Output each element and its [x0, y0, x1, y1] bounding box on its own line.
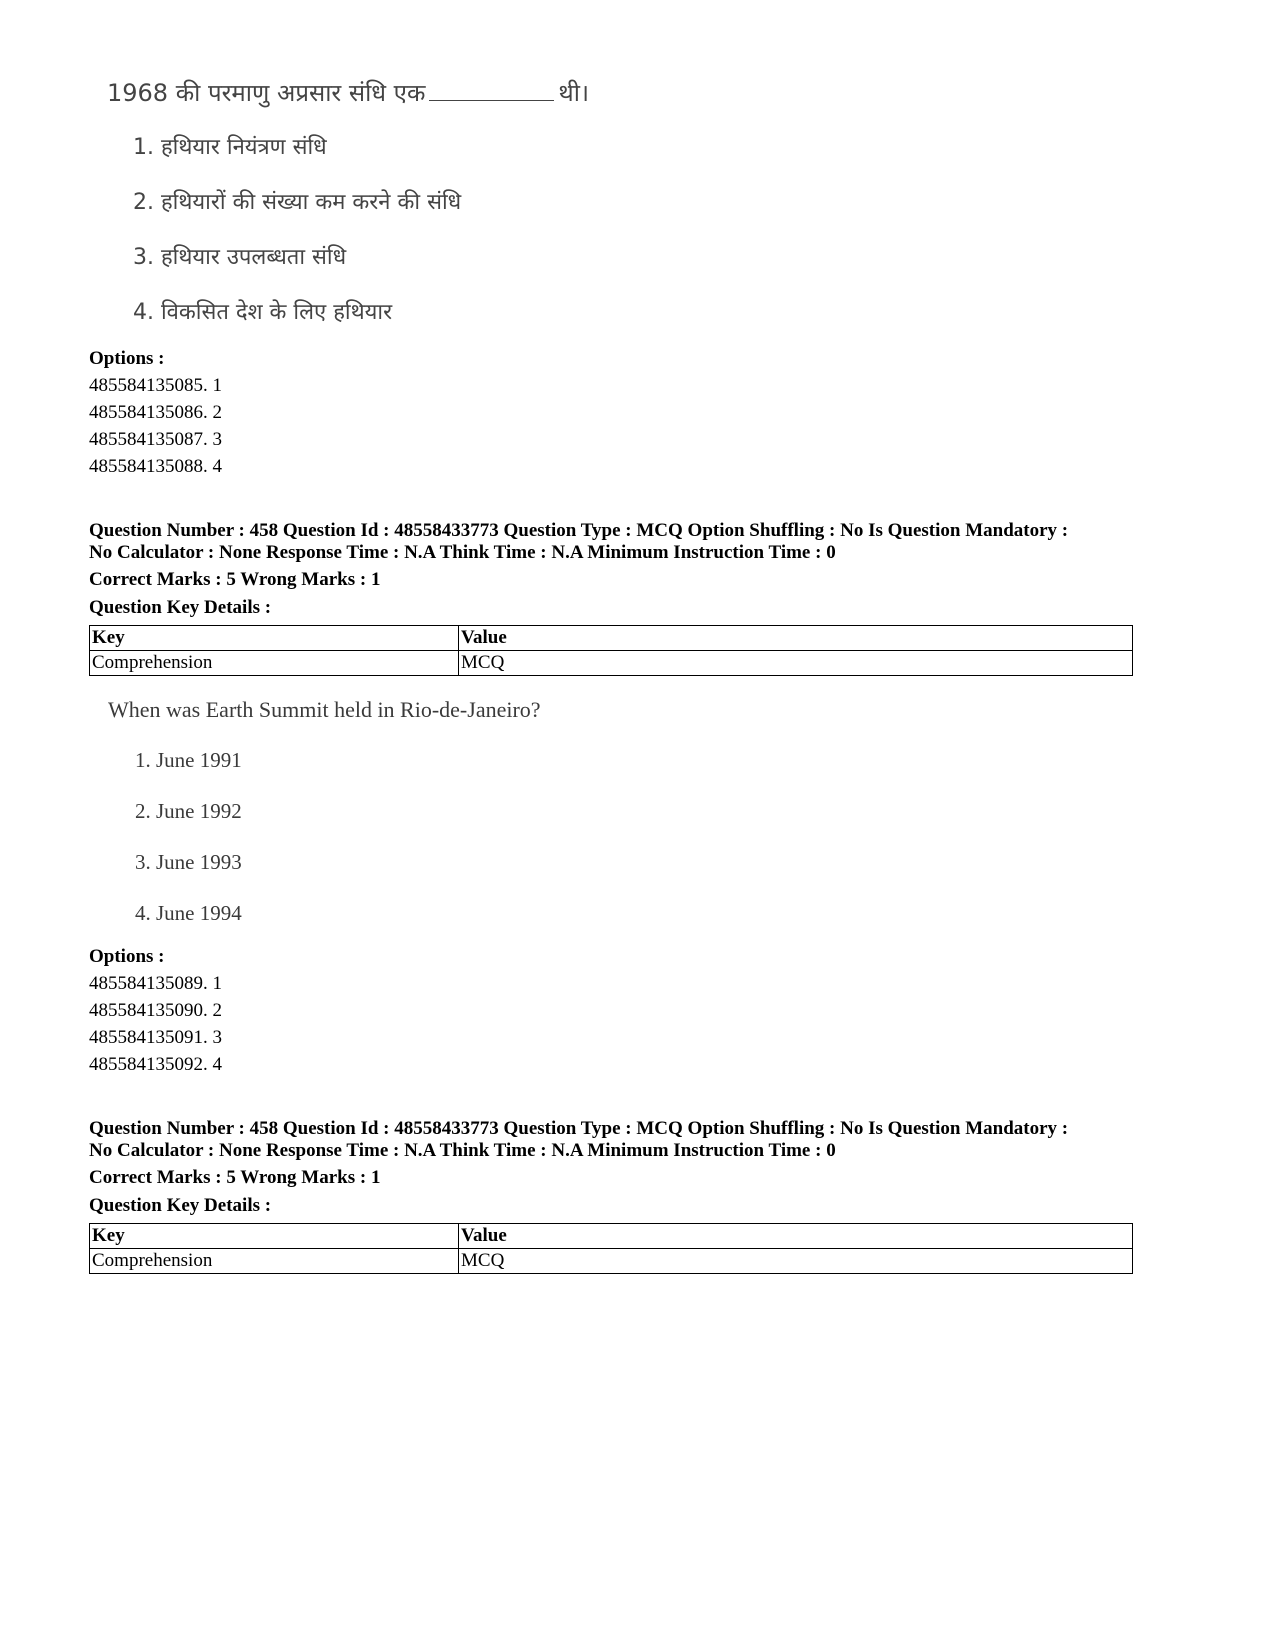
- option-id: 485584135092. 4: [89, 1054, 222, 1075]
- marks-line: Correct Marks : 5 Wrong Marks : 1: [89, 1167, 381, 1188]
- key-details-label: Question Key Details :: [89, 1195, 272, 1216]
- table-header-row: [90, 626, 1133, 651]
- question-meta-line-1: Question Number : 458 Question Id : 48558433773 Question Type : MCQ Option Shuffling : No Is Question Mandatory :: [89, 520, 1069, 541]
- question-meta-line-2: No Calculator : None Response Time : N.A Think Time : N.A Minimum Instruction Time : 0: [89, 542, 836, 563]
- option-id: 485584135086. 2: [89, 402, 222, 423]
- question-option-4: 4. विकसित देश के लिए हथियार: [133, 300, 393, 325]
- question-prefix: 1968 की परमाणु अप्रसार संधि एक: [107, 79, 426, 107]
- question-option-2: 2. June 1992: [135, 799, 242, 823]
- question-option-1: 1. हथियार नियंत्रण संधि: [133, 135, 327, 160]
- question-text: [107, 76, 589, 109]
- table-row: [90, 1249, 1133, 1274]
- key-details-table: [89, 1223, 1133, 1274]
- question-text: When was Earth Summit held in Rio-de-Janeiro?: [108, 697, 541, 722]
- table-cell-value: MCQ: [459, 651, 1133, 676]
- option-id: 485584135085. 1: [89, 375, 222, 396]
- question-suffix: थी।: [558, 79, 590, 107]
- option-id: 485584135087. 3: [89, 429, 222, 450]
- question-option-1: 1. June 1991: [135, 748, 242, 772]
- options-label: Options :: [89, 946, 165, 967]
- question-meta-line-1: Question Number : 458 Question Id : 48558433773 Question Type : MCQ Option Shuffling : No Is Question Mandatory :: [89, 1118, 1069, 1139]
- question-option-2: 2. हथियारों की संख्या कम करने की संधि: [133, 190, 462, 215]
- question-option-3: 3. हथियार उपलब्धता संधि: [133, 245, 347, 270]
- table-cell-key: Comprehension: [90, 651, 459, 676]
- table-header-value: Value: [459, 1224, 1133, 1249]
- question-option-3: 3. June 1993: [135, 850, 242, 874]
- table-header-key: Key: [90, 626, 459, 651]
- options-label: Options :: [89, 348, 165, 369]
- marks-line: Correct Marks : 5 Wrong Marks : 1: [89, 569, 381, 590]
- table-header-key: Key: [90, 1224, 459, 1249]
- table-header-value: Value: [459, 626, 1133, 651]
- key-details-label: Question Key Details :: [89, 597, 272, 618]
- question-meta-line-2: No Calculator : None Response Time : N.A Think Time : N.A Minimum Instruction Time : 0: [89, 1140, 836, 1161]
- option-id: 485584135088. 4: [89, 456, 222, 477]
- option-id: 485584135089. 1: [89, 973, 222, 994]
- table-cell-value: MCQ: [459, 1249, 1133, 1274]
- table-header-row: [90, 1224, 1133, 1249]
- table-cell-key: Comprehension: [90, 1249, 459, 1274]
- answer-blank: [429, 99, 554, 101]
- option-id: 485584135091. 3: [89, 1027, 222, 1048]
- table-row: [90, 651, 1133, 676]
- question-option-4: 4. June 1994: [135, 901, 242, 925]
- option-id: 485584135090. 2: [89, 1000, 222, 1021]
- key-details-table: [89, 625, 1133, 676]
